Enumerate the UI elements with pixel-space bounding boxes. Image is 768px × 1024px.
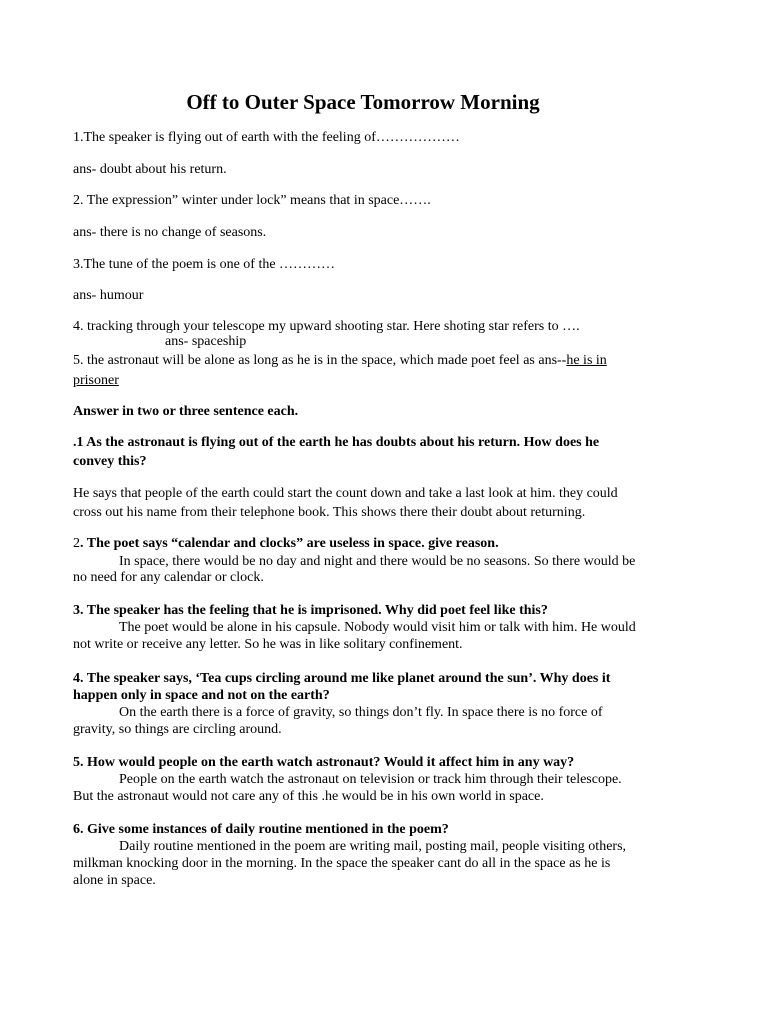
qa-1-question-line-2: convey this? bbox=[73, 454, 147, 469]
mcq-answer-5-part-2: prisoner bbox=[73, 373, 119, 388]
mcq-answer-5-part-1: he is in bbox=[566, 353, 607, 368]
qa-3-question: 3. The speaker has the feeling that he is imprisoned. Why did poet feel like this? bbox=[73, 603, 548, 618]
qa-5-answer-line-2: But the astronaut would not care any of this .he would be in his own world in space. bbox=[73, 789, 544, 804]
qa-6-answer-line-2: milkman knocking door in the morning. In the space the speaker cant do all in the space as he is bbox=[73, 856, 611, 871]
mcq-question-3: 3.The tune of the poem is one of the ………… bbox=[73, 257, 336, 272]
qa-4-answer-line-1: On the earth there is a force of gravity, so things don’t fly. In space there is no force of bbox=[119, 705, 603, 720]
mcq-question-5-text: 5. the astronaut will be alone as long as he is in the space, which made poet feel as ans-- bbox=[73, 353, 567, 368]
mcq-answer-3: ans- humour bbox=[73, 288, 144, 303]
qa-2-answer-line-1: In space, there would be no day and night and there would be no seasons. So there would be bbox=[119, 554, 636, 569]
qa-6-answer-line-1: Daily routine mentioned in the poem are writing mail, posting mail, people visiting others, bbox=[119, 839, 627, 854]
qa-4-question-line-1: 4. The speaker says, ‘Tea cups circling around me like planet around the sun’. Why does it bbox=[73, 671, 611, 686]
mcq-question-4: 4. tracking through your telescope my upward shooting star. Here shoting star refers to …. bbox=[73, 319, 580, 334]
qa-5-question: 5. How would people on the earth watch astronaut? Would it affect him in any way? bbox=[73, 755, 575, 770]
qa-1-answer-line-1: He says that people of the earth could start the count down and take a last look at him. they could bbox=[73, 486, 618, 501]
mcq-answer-4: ans- spaceship bbox=[165, 334, 247, 349]
qa-5-answer-line-1: People on the earth watch the astronaut on television or track him through their telescope. bbox=[119, 772, 622, 787]
mcq-answer-2: ans- there is no change of seasons. bbox=[73, 225, 267, 240]
mcq-answer-1: ans- doubt about his return. bbox=[73, 162, 227, 177]
mcq-question-2: 2. The expression” winter under lock” means that in space……. bbox=[73, 193, 431, 208]
qa-6-answer-line-3: alone in space. bbox=[73, 873, 156, 888]
qa-2-answer-line-2: no need for any calendar or clock. bbox=[73, 570, 264, 585]
mcq-question-5 bbox=[73, 351, 607, 370]
qa-3-answer-line-2: not write or receive any letter. So he was in like solitary confinement. bbox=[73, 637, 463, 652]
mcq-question-1: 1.The speaker is flying out of earth with the feeling of……………… bbox=[73, 130, 460, 145]
qa-4-question-line-2: happen only in space and not on the earth? bbox=[73, 688, 330, 703]
qa-3-answer-line-1: The poet would be alone in his capsule. Nobody would visit him or talk with him. He would bbox=[119, 620, 636, 635]
qa-1-answer-line-2: cross out his name from their telephone book. This shows there their doubt about returning. bbox=[73, 505, 586, 520]
section-heading: Answer in two or three sentence each. bbox=[73, 404, 299, 419]
document-title: Off to Outer Space Tomorrow Morning bbox=[186, 90, 540, 114]
qa-2-question-text: . The poet says “calendar and clocks” are useless in space. give reason. bbox=[80, 536, 499, 551]
qa-6-question: 6. Give some instances of daily routine mentioned in the poem? bbox=[73, 822, 449, 837]
qa-2-number: 2 bbox=[73, 536, 80, 551]
qa-4-answer-line-2: gravity, so things are circling around. bbox=[73, 722, 282, 737]
qa-2-question bbox=[73, 534, 499, 553]
qa-1-question-line-1: .1 As the astronaut is flying out of the earth he has doubts about his return. How does he bbox=[73, 435, 600, 450]
